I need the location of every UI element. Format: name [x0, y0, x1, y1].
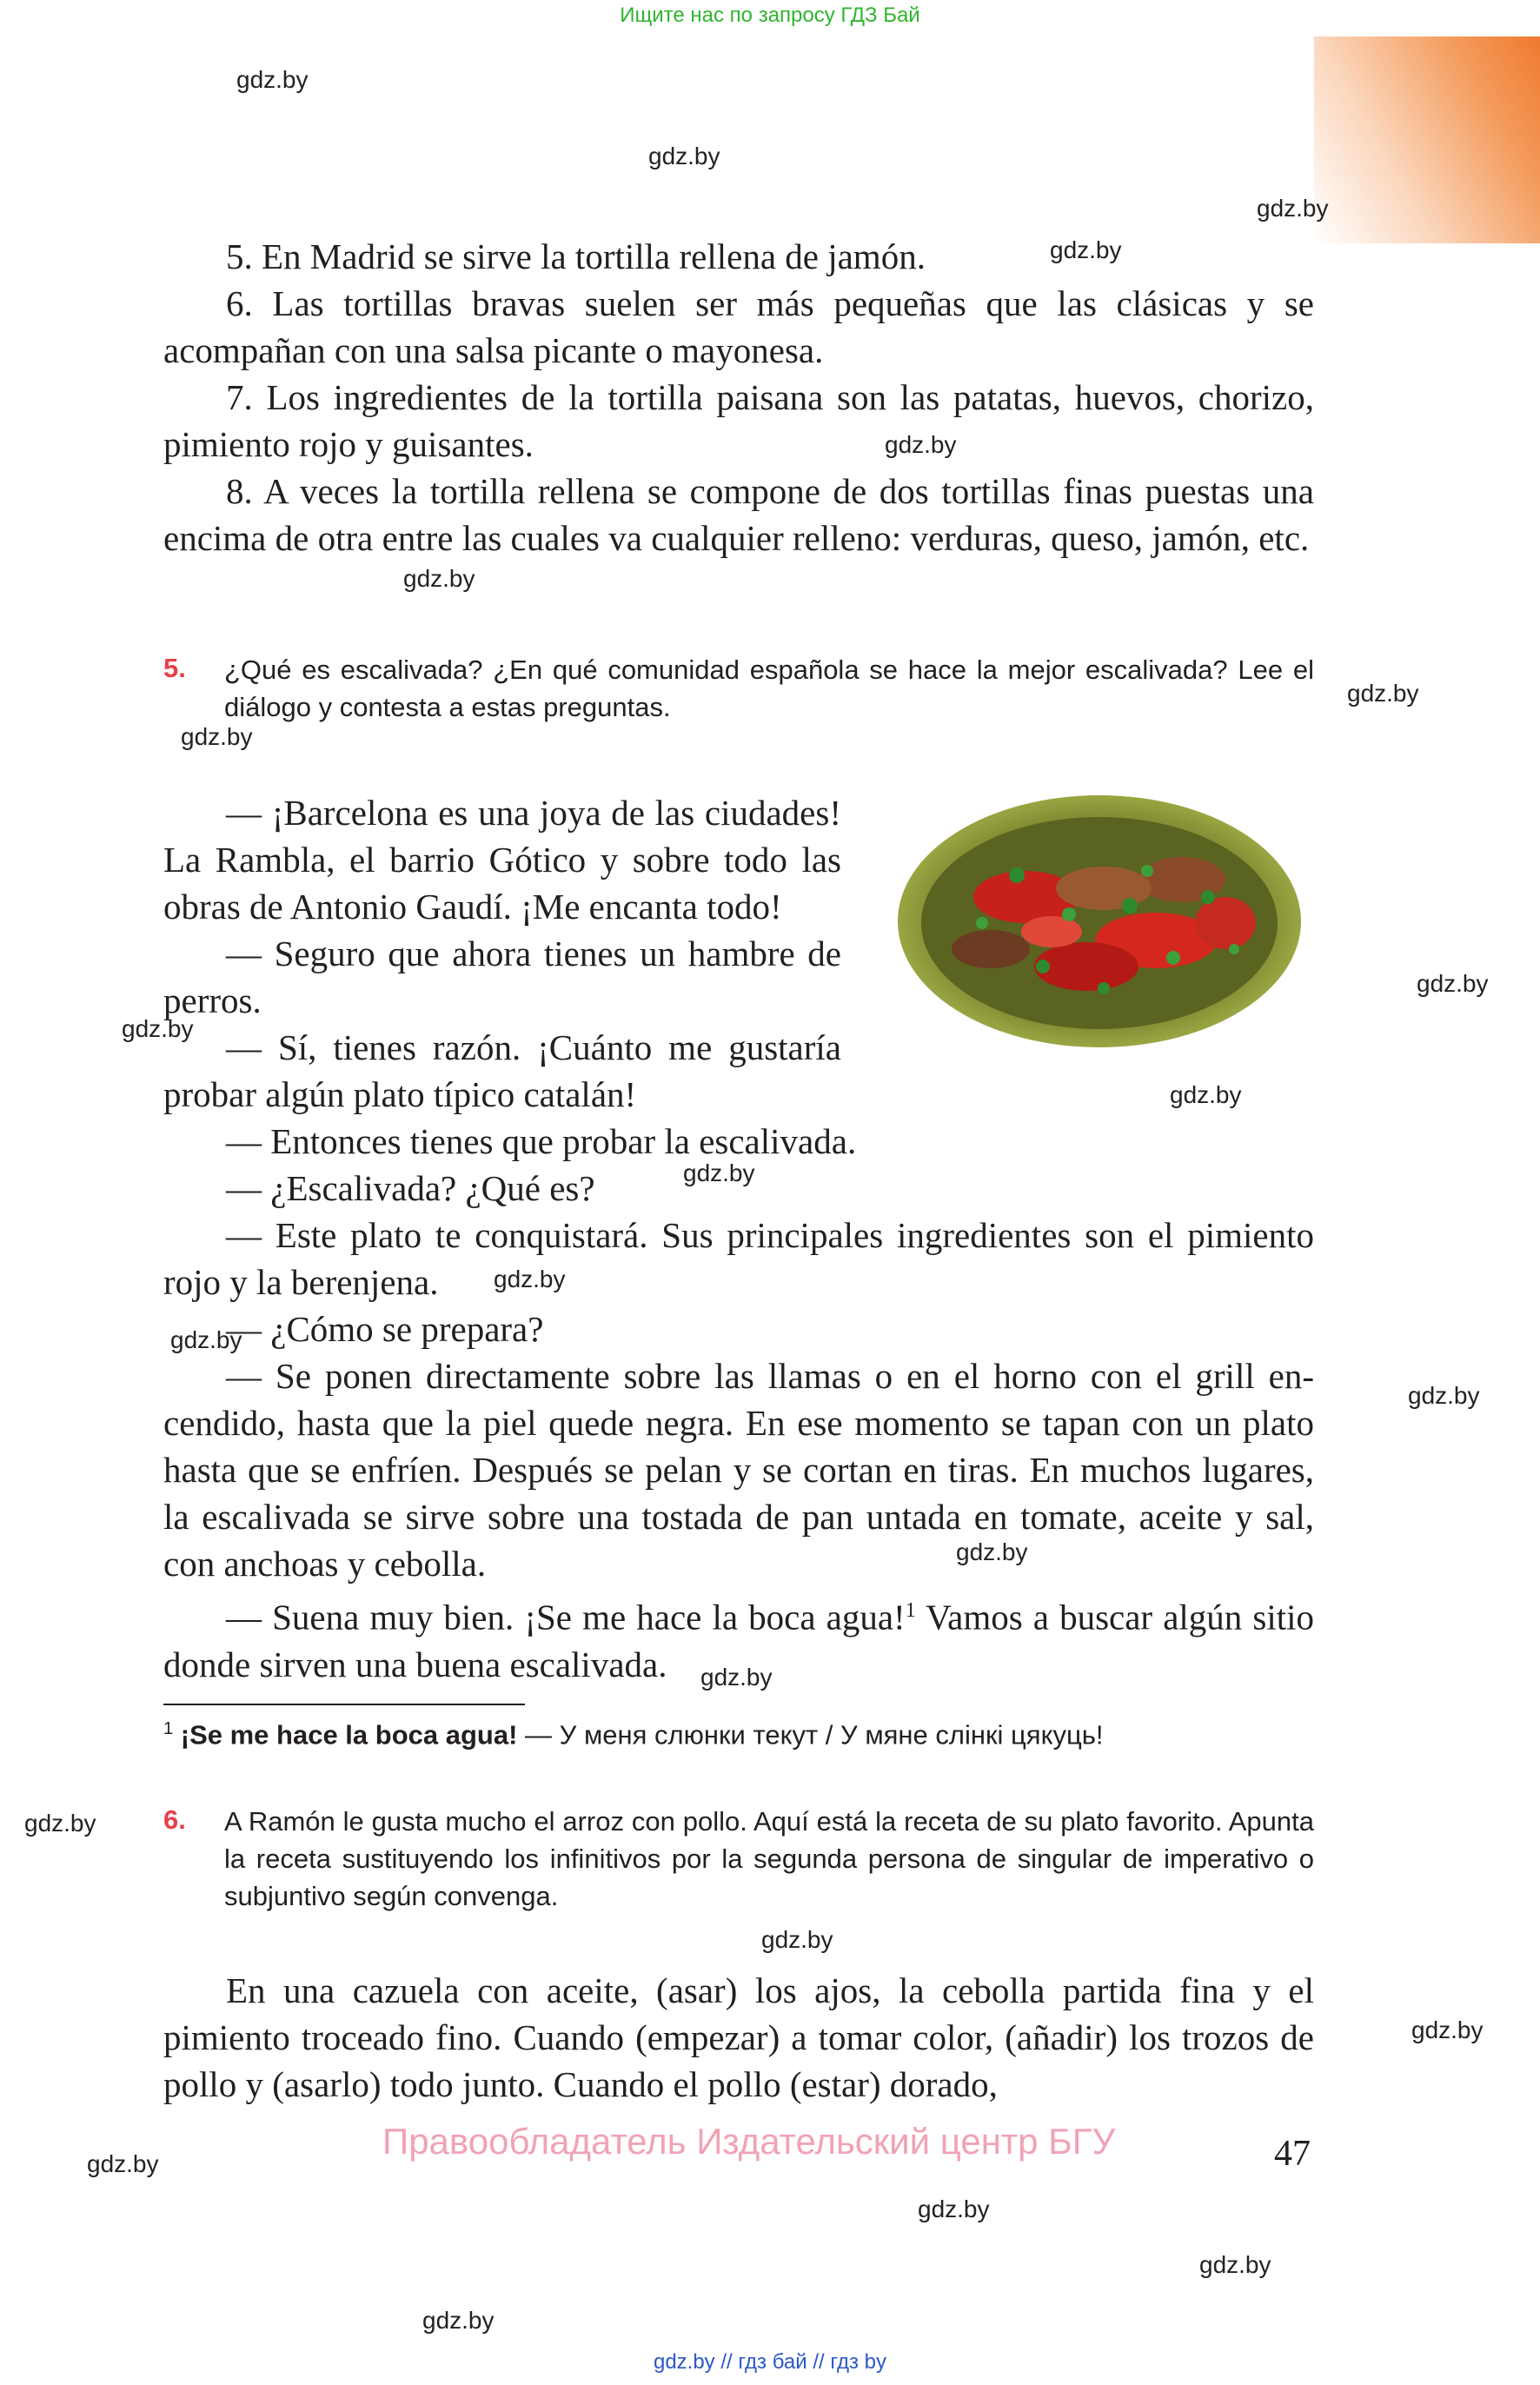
watermark: gdz.by — [1170, 1081, 1242, 1108]
dialog-line-5: — ¿Escalivada? ¿Qué es? — [226, 1168, 595, 1208]
dialog-line-7: — ¿Cómo se prepara? — [226, 1309, 544, 1349]
escalivada-dish-photo — [895, 793, 1304, 1050]
watermark: gdz.by — [1411, 2016, 1484, 2043]
watermark: gdz.by — [494, 1266, 566, 1292]
task-5-number: 5. — [163, 653, 186, 683]
dialog-line-2: — Seguro que ahora tienes un hambre de perros. — [163, 933, 841, 1020]
watermark: gdz.by — [761, 1926, 833, 1953]
watermark: gdz.by — [1417, 970, 1489, 997]
dialog-line-3: — Sí, tienes razón. ¡Cuánto me gustaría probar algún plato típico catalán! — [163, 1027, 841, 1114]
item-7: 7. Los ingredientes de la tortilla paisana son las patatas, huevos, chorizo, pimiento rojo y guisantes. — [163, 377, 1314, 464]
item-6: 6. Las tortillas bravas suelen ser más pequeñas que las clásicas y se acompañan con una salsa picante o mayonesa. — [163, 283, 1314, 370]
dialog-line-4: — Entonces tienes que probar la escalivada. — [226, 1121, 857, 1161]
top-note[interactable]: Ищите нас по запросу ГДЗ Бай — [620, 3, 920, 27]
watermark: gdz.by — [24, 1810, 96, 1837]
watermark: gdz.by — [236, 66, 309, 93]
watermark: gdz.by — [683, 1159, 755, 1186]
watermark: gdz.by — [885, 431, 957, 458]
corner-accent — [1314, 37, 1540, 243]
watermark: gdz.by — [956, 1538, 1028, 1565]
watermark: gdz.by — [87, 2150, 159, 2177]
task-6-text: A Ramón le gusta mucho el arroz con pollo. Aquí está la receta de su plato favorito. Apunta la receta sustituyendo los infinitivos por la segunda persona de singular de imperativo o subjuntivo según convenga. — [224, 1806, 1314, 1911]
footnote-divider — [163, 1704, 525, 1705]
watermark: gdz.by — [1199, 2251, 1271, 2278]
item-5: 5. En Madrid se sirve la tortilla rellena de jamón. — [226, 236, 926, 276]
watermark: gdz.by — [918, 2196, 990, 2222]
task-5-text: ¿Qué es escalivada? ¿En qué comunidad española se hace la mejor escalivada? Lee el diálogo y contesta a estas preguntas. — [224, 654, 1314, 722]
watermark: gdz.by — [122, 1015, 194, 1042]
watermark: gdz.by — [1050, 236, 1122, 263]
watermark: gdz.by — [700, 1664, 773, 1691]
watermark: gdz.by — [648, 143, 720, 169]
watermark: gdz.by — [1347, 680, 1419, 707]
watermark: gdz.by — [170, 1326, 242, 1353]
watermark: gdz.by — [1257, 195, 1329, 222]
watermark: gdz.by — [403, 565, 475, 592]
watermark: gdz.by — [181, 723, 253, 750]
bottom-note[interactable]: gdz.by // гдз бай // гдз by — [653, 2350, 887, 2374]
item-8: 8. A veces la tortilla rellena se compone de dos tortillas finas puestas una encima de otra entre las cuales va cualquier relleno: verduras, queso, jamón, etc. — [163, 471, 1314, 558]
footnote-marker: 1 — [905, 1599, 916, 1622]
dialog-line-8: — Se ponen directamente sobre las llamas o en el horno con el grill encendido, hasta que la piel quede negra. En ese momento se tapan con un plato hasta que se enfríen. Después se pelan y se cortan en tiras. En muchos lugares, la escalivada se sirve sobre una tostada de pan untada en tomate, aceite y sal, con anchoas y cebolla. — [163, 1356, 1314, 1584]
watermark: gdz.by — [1408, 1382, 1480, 1409]
footnote: $^1$ ¡Se me hace la boca agua! — У меня слюнки текут / У мяне слінкі цякуць! — [163, 1719, 1104, 1751]
copyright-owner: Правообладатель Издательский центр БГУ — [382, 2121, 1116, 2162]
task-6-number: 6. — [163, 1804, 186, 1835]
dialog-line-9: — Suena muy bien. ¡Se me hace la boca agua!$^1$ Vamos a buscar algún sitio donde sirven una buena escalivada. — [163, 1597, 1315, 1684]
watermark: gdz.by — [422, 2307, 495, 2334]
page-number: 47 — [1274, 2134, 1311, 2174]
dialog-line-6: — Este plato te conquistará. Sus principales ingredientes son el pimiento rojo y la berenjena. — [163, 1215, 1314, 1302]
recipe-text: En una cazuela con aceite, (asar) los ajos, la cebolla partida fina y el pimiento troceado fino. Cuando (empezar) a tomar color, (añadir) los trozos de pollo y (asarlo) todo junto. Cuando el pollo (estar) dorado, — [163, 1970, 1314, 2104]
dialog-line-1: — ¡Barcelona es una joya de las ciudades! La Rambla, el barrio Gótico y sobre todo las obras de Antonio Gaudí. ¡Me encanta todo! — [163, 793, 841, 927]
